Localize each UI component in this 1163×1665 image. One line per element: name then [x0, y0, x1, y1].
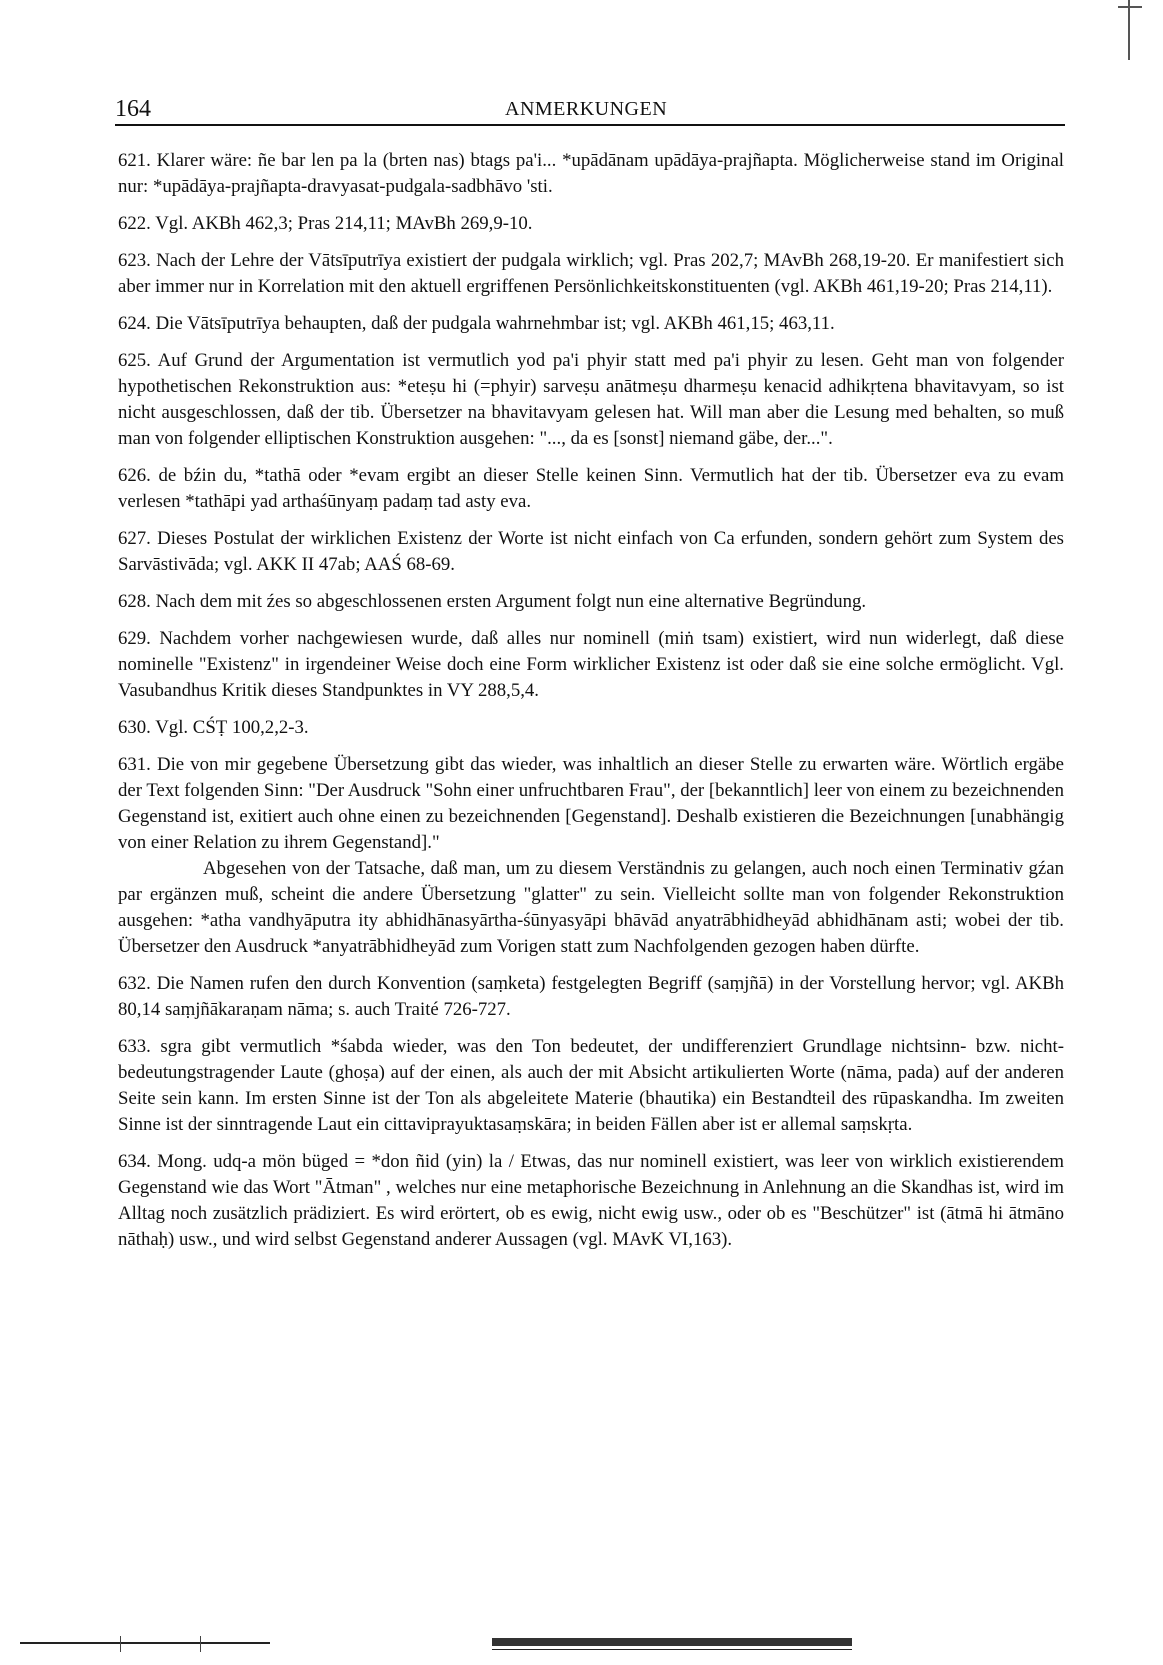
- scan-tick: [200, 1636, 201, 1652]
- note-629: [118, 626, 1064, 704]
- note-number: 629.: [118, 628, 151, 649]
- note-number: 634.: [118, 1151, 151, 1172]
- note-text-continuation: Abgesehen von der Tatsache, daß man, um zu diesem Verständnis zu gelangen, auch noch einen Terminativ gźan par ergänzen muß, scheint die andere Übersetzung "glatter" zu sein. Vielleicht sollte man von folgender Rekonstruktion ausgehen: *atha vandhyāputra ity abhidhānasyārtha-śūnyasyāpi bhāvād anyatrābhidheyād abhidhānam asti; wobei der tib. Übersetzer den Ausdruck *anyatrābhidheyād zum Vorigen statt zum Nachfolgenden gezogen haben dürfte.: [118, 858, 1064, 957]
- note-number: 631.: [118, 754, 151, 775]
- scan-line: [492, 1649, 852, 1650]
- note-text: Mong. udq-a mön büged = *don ñid (yin) la / Etwas, das nur nominell existiert, was leer von wirklich existierendem Gegenstand wie das Wort "Ātman" , welches nur eine metaphorische Bezeichnung in Anlehnung an die Skandhas ist, wird im Alltag noch zusätzlich prädiziert. Es wird erörtert, ob es ewig, nicht ewig usw., oder ob es "Beschützer" ist (ātmā hi ātmāno nāthaḥ) usw., und wird selbst Gegenstand anderer Aussagen (vgl. MAvK VI,163).: [118, 1151, 1064, 1250]
- note-number: 623.: [118, 250, 151, 271]
- scan-line: [20, 1642, 270, 1644]
- note-626: [118, 463, 1064, 515]
- note-623: [118, 248, 1064, 300]
- note-number: 633.: [118, 1036, 151, 1057]
- note-text: de bźin du, *tathā oder *evam ergibt an dieser Stelle keinen Sinn. Vermutlich hat der tib. Übersetzer eva zu evam verlesen *tathāpi yad arthaśūnyaṃ padaṃ tad asty eva.: [118, 465, 1065, 512]
- scan-block: [492, 1638, 852, 1646]
- header-rule: [115, 124, 1065, 126]
- note-number: 625.: [118, 350, 151, 371]
- note-number: 621.: [118, 150, 151, 171]
- note-text: Nachdem vorher nachgewiesen wurde, daß alles nur nominell (miṅ tsam) existiert, wird nun widerlegt, daß diese nominelle "Existenz" in irgendeiner Weise doch eine Form wirklicher Existenz ist oder daß sie eine solche ermöglicht. Vgl. Vasubandhus Kritik dieses Standpunktes in VY 288,5,4.: [118, 628, 1065, 701]
- notes-list: [118, 148, 1064, 1264]
- note-text: Die Vātsīputrīya behaupten, daß der pudgala wahrnehmbar ist; vgl. AKBh 461,15; 463,11.: [155, 313, 835, 334]
- note-number: 630.: [118, 717, 151, 738]
- note-text: Nach der Lehre der Vātsīputrīya existiert der pudgala wirklich; vgl. Pras 202,7; MAvBh 268,19-20. Er manifestiert sich aber immer nur in Korrelation mit den aktuell ergriffenen Persönlichkeitskonstituenten (vgl. AKBh 461,19-20; Pras 214,11).: [118, 250, 1064, 297]
- scan-artifact-bottom: [0, 1630, 1163, 1665]
- note-number: 622.: [118, 213, 151, 234]
- note-text: Die Namen rufen den durch Konvention (saṃketa) festgelegten Begriff (saṃjñā) in der Vorstellung hervor; vgl. AKBh 80,14 saṃjñākaraṇam nāma; s. auch Traité 726-727.: [118, 973, 1064, 1020]
- note-634: [118, 1149, 1064, 1253]
- scan-edge-mark: [1118, 6, 1142, 8]
- note-621: [118, 148, 1064, 200]
- note-627: [118, 526, 1064, 578]
- note-text: Dieses Postulat der wirklichen Existenz der Worte ist nicht einfach von Ca erfunden, sondern gehört zum System des Sarvāstivāda; vgl. AKK II 47ab; AAŚ 68-69.: [118, 528, 1064, 575]
- note-622: [118, 211, 1064, 237]
- note-text: Auf Grund der Argumentation ist vermutlich yod pa'i phyir statt med pa'i phyir zu lesen. Geht man von folgender hypothetischen Rekonstruktion aus: *eteṣu hi (=phyir) sarveṣu anātmeṣu dharmeṣu kenacid adhikṛtena bhavitavyam, so ist nicht ausgeschlossen, daß der tib. Übersetzer na bhavitavyam gelesen hat. Will man aber die Lesung med behalten, so muß man von folgender elliptischen Konstruktion ausgehen: "..., da es [sonst] niemand gäbe, der...".: [118, 350, 1064, 449]
- scan-edge-mark: [1128, 0, 1130, 60]
- note-630: [118, 715, 1064, 741]
- note-text: Nach dem mit źes so abgeschlossenen ersten Argument folgt nun eine alternative Begründung.: [155, 591, 867, 612]
- page-number: 164: [115, 96, 151, 122]
- note-number: 626.: [118, 465, 151, 486]
- scan-tick: [120, 1636, 121, 1652]
- note-number: 627.: [118, 528, 151, 549]
- note-text: Vgl. CŚṬ 100,2,2-3.: [155, 717, 309, 738]
- note-number: 624.: [118, 313, 151, 334]
- note-628: [118, 589, 1064, 615]
- note-631: [118, 752, 1064, 960]
- note-text: Klarer wäre: ñe bar len pa la (brten nas) btags pa'i... *upādānam upādāya-prajñapta. Möglicherweise stand im Original nur: *upādāya-prajñapta-dravyasat-pudgala-sadbhāvo 'sti.: [118, 150, 1065, 197]
- page-header: [115, 92, 1065, 124]
- note-625: [118, 348, 1064, 452]
- note-624: [118, 311, 1064, 337]
- note-text: sgra gibt vermutlich *śabda wieder, was den Ton bedeutet, der undifferenziert Grundlage nichtsinn- bzw. nicht-bedeutungstragender Laute (ghoṣa) auf der einen, als auch der mit Absicht artikulierten Worte (nāma, pada) auf der anderen Seite sein kann. Im ersten Sinne ist der Ton als abgeleitete Materie (bhautika) ein Bestandteil des rūpaskandha. Im zweiten Sinne ist der sinntragende Laut ein cittaviprayuktasaṃskāra; in beiden Fällen aber ist er allemal saṃskṛta.: [118, 1036, 1064, 1135]
- note-text: Die von mir gegebene Übersetzung gibt das wieder, was inhaltlich an dieser Stelle zu erwarten wäre. Wörtlich ergäbe der Text folgenden Sinn: "Der Ausdruck "Sohn einer unfruchtbaren Frau", der [bekanntlich] leer von einem zu bezeichnenden Gegenstand ist, exitiert auch ohne einen zu bezeichnenden [Gegenstand]. Deshalb existieren die Bezeichnungen [unabhängig von einer Relation zu ihrem Gegenstand].": [118, 754, 1064, 853]
- running-title: ANMERKUNGEN: [505, 98, 668, 120]
- note-number: 628.: [118, 591, 151, 612]
- note-number: 632.: [118, 973, 151, 994]
- note-text: Vgl. AKBh 462,3; Pras 214,11; MAvBh 269,9-10.: [155, 213, 533, 234]
- note-633: [118, 1034, 1064, 1138]
- note-632: [118, 971, 1064, 1023]
